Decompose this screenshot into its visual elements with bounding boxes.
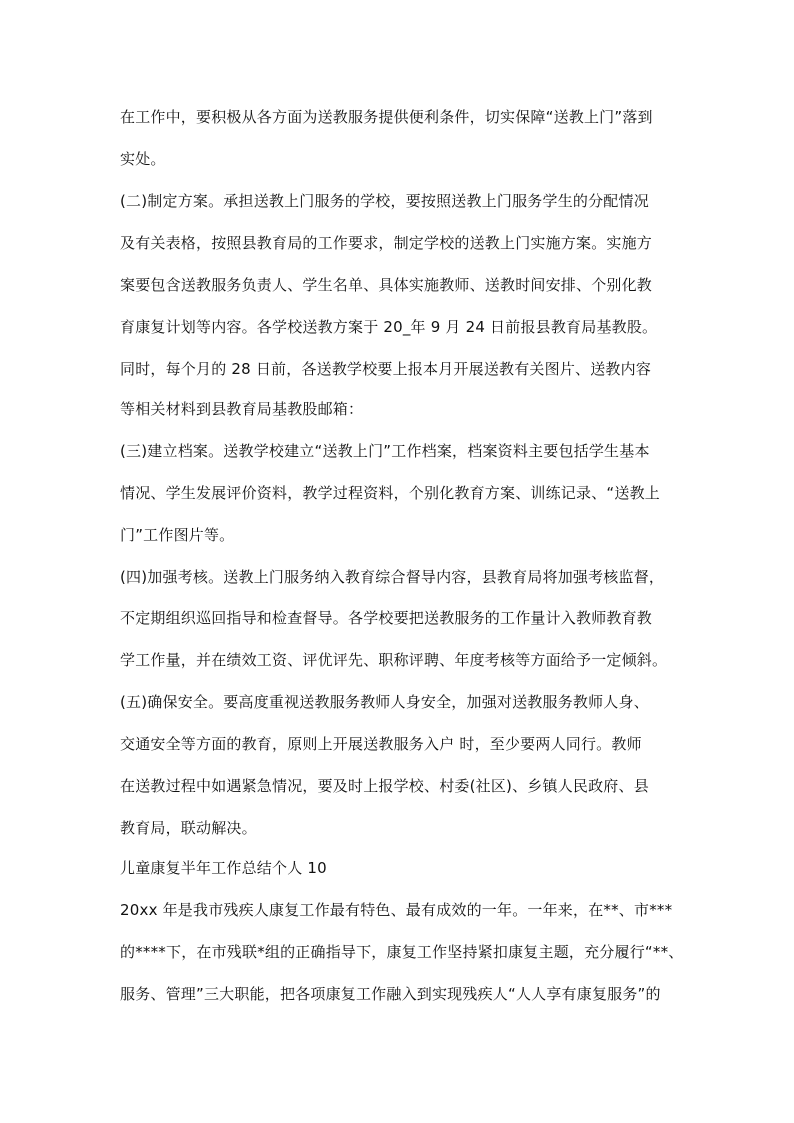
text-line: 20xx 年是我市残疾人康复工作最有特色、最有成效的一年。一年来，在**、市*** <box>120 901 673 919</box>
text-line: 等相关材料到县教育局基教股邮箱： <box>120 400 364 418</box>
text-line: 的****下，在市残联*组的正确指导下，康复工作坚持紧扣康复主题，充分履行“**、 <box>120 943 684 961</box>
text-line: (三)建立档案。送教学校建立“送教上门”工作档案，档案资料主要包括学生基本 <box>120 442 650 460</box>
text-line: 及有关表格，按照县教育局的工作要求，制定学校的送教上门实施方案。实施方 <box>120 234 653 252</box>
text-line: 案要包含送教服务负责人、学生名单、具体实施教师、送教时间安排、个别化教 <box>120 276 653 294</box>
text-line: 教育局，联动解决。 <box>120 819 257 837</box>
text-line: (二)制定方案。承担送教上门服务的学校，要按照送教上门服务学生的分配情况 <box>120 192 649 210</box>
text-line: 不定期组织巡回指导和检查督导。各学校要把送教服务的工作量计入教师教育教 <box>120 609 653 627</box>
text-line: 在送教过程中如遇紧急情况，要及时上报学校、村委(社区)、乡镇人民政府、县 <box>120 777 649 795</box>
text-line: 学工作量，并在绩效工资、评优评先、职称评聘、年度考核等方面给予一定倾斜。 <box>120 651 668 669</box>
text-line: (四)加强考核。送教上门服务纳入教育综合督导内容，县教育局将加强考核监督， <box>120 568 665 586</box>
section-heading: 儿童康复半年工作总结个人 10 <box>120 859 327 877</box>
text-line: 同时，每个月的 28 日前，各送教学校要上报本月开展送教有关图片、送教内容 <box>120 360 652 378</box>
text-line: 交通安全等方面的教育，原则上开展送教服务入户 时，至少要两人同行。教师 <box>120 735 642 753</box>
text-line: 情况、学生发展评价资料，教学过程资料，个别化教育方案、训练记录、“送教上 <box>120 484 660 502</box>
text-line: (五)确保安全。要高度重视送教服务教师人身安全，加强对送教服务教师人身、 <box>120 693 649 711</box>
text-line: 实处。 <box>120 150 166 168</box>
text-line: 在工作中，要积极从各方面为送教服务提供便利条件，切实保障“送教上门”落到 <box>120 108 653 126</box>
text-line: 门”工作图片等。 <box>120 526 235 544</box>
text-line: 服务、管理”三大职能，把各项康复工作融入到实现残疾人“人人享有康复服务”的 <box>120 985 661 1003</box>
text-line: 育康复计划等内容。各学校送教方案于 20_年 9 月 24 日前报县教育局基教股。 <box>120 318 658 336</box>
